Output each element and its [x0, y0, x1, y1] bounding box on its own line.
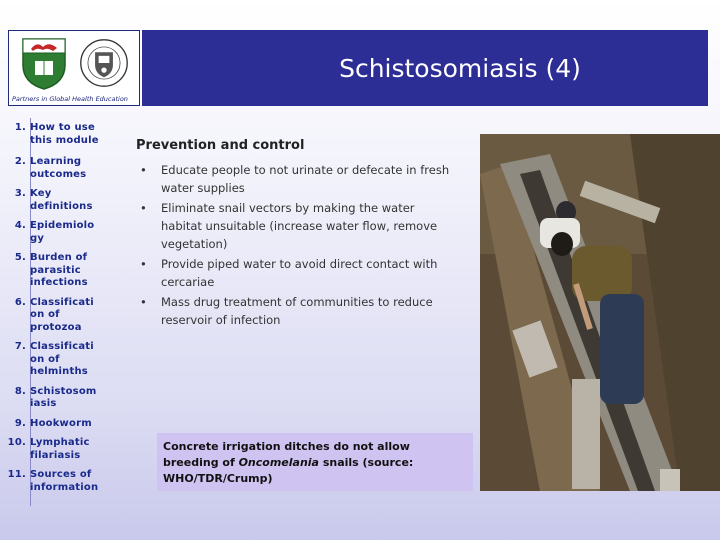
logo-box: [8, 30, 140, 106]
bullet-marker: •: [140, 295, 147, 309]
sidebar-item-number: 9.: [14, 417, 26, 429]
caption-text-end: snails (source: WHO/TDR/Crump): [163, 456, 414, 485]
bullet-item: [136, 255, 456, 291]
bullet-text: Provide piped water to avoid direct contact with cercariae: [161, 257, 438, 289]
sidebar-item-number: 3.: [14, 188, 26, 199]
section-heading: Prevention and control: [136, 138, 305, 153]
bullet-item: [136, 161, 456, 197]
sidebar-item-how-to-use[interactable]: [0, 122, 116, 147]
caption-text-start: Concrete irrigation ditches do not allow breeding of: [163, 440, 410, 469]
sidebar-item-schistosomiasis[interactable]: [0, 386, 116, 411]
sidebar-item-label: Epidemiolo gy: [30, 220, 95, 244]
sidebar-item-lymphatic-filariasis[interactable]: [0, 437, 116, 462]
sidebar-item-burden[interactable]: [0, 252, 116, 290]
irrigation-ditch-photo: [480, 134, 720, 491]
bullet-text: Educate people to not urinate or defecate in fresh water supplies: [161, 163, 450, 195]
sidebar-item-number: 7.: [14, 341, 26, 352]
sidebar-item-learning-outcomes[interactable]: [0, 156, 116, 181]
sidebar-item-label: Classificati on of protozoa: [30, 296, 94, 333]
sidebar-item-sources[interactable]: [0, 469, 116, 494]
bullet-item: [136, 199, 456, 253]
sidebar-item-label: Burden of parasitic infections: [30, 252, 88, 288]
sidebar-item-number: 10.: [7, 437, 26, 448]
sidebar-item-label: Key definitions: [30, 188, 93, 212]
sidebar-item-label: Classificati on of helminths: [30, 341, 94, 377]
photo-caption: [157, 433, 473, 491]
bullet-text: Mass drug treatment of communities to reduce reservoir of infection: [161, 295, 433, 327]
bullet-marker: •: [140, 201, 147, 215]
sidebar-item-label: Hookworm: [30, 417, 92, 429]
sidebar-item-label: Lymphatic filariasis: [30, 437, 90, 461]
bullet-list: [136, 161, 456, 329]
title-bar: [142, 30, 708, 106]
sidebar-item-number: 5.: [14, 252, 26, 263]
sidebar-item-label: How to use this module: [30, 122, 99, 146]
bullet-item: [136, 293, 456, 329]
sidebar-item-hookworm[interactable]: [0, 418, 116, 431]
sidebar-item-number: 2.: [14, 156, 26, 167]
partners-caption: Partners in Global Health Education: [12, 95, 128, 103]
sidebar-item-protozoa[interactable]: [0, 297, 116, 335]
bullet-marker: •: [140, 257, 147, 271]
sidebar-item-label: Sources of information: [30, 469, 99, 493]
bullet-marker: •: [140, 163, 147, 177]
sidebar-item-number: 1.: [14, 122, 26, 133]
medical-college-seal-icon: [79, 35, 129, 91]
page-title: Schistosomiasis (4): [339, 53, 581, 83]
sidebar-item-epidemiology[interactable]: [0, 220, 116, 245]
sidebar-item-number: 8.: [14, 385, 26, 397]
sidebar-item-number: 6.: [14, 296, 26, 308]
sidebar-item-number: 4.: [14, 220, 26, 231]
sidebar-item-label: Schistosom iasis: [30, 385, 97, 409]
sidebar-item-label: Learning outcomes: [30, 156, 87, 180]
main-content: [136, 138, 456, 331]
sidebar-item-number: 11.: [7, 469, 26, 480]
sidebar-nav: [0, 114, 116, 494]
sidebar-item-helminths[interactable]: [0, 341, 116, 379]
caption-species-name: Oncomelania: [238, 456, 319, 469]
bullet-text: Eliminate snail vectors by making the water habitat unsuitable (increase water flow, remove vegetation): [161, 201, 438, 251]
college-crest-icon: [19, 35, 69, 91]
sidebar-item-key-definitions[interactable]: [0, 188, 116, 213]
